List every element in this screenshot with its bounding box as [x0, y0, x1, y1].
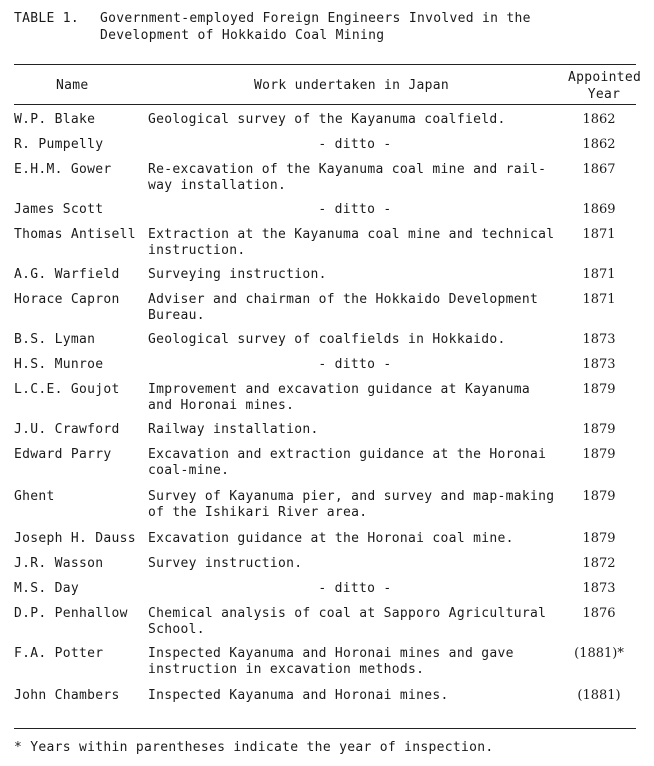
table-row: [14, 162, 636, 202]
table-row: [14, 227, 636, 267]
appointed-year: 1869: [582, 202, 616, 217]
engineer-name: B.S. Lyman: [14, 332, 96, 347]
header-rule: [14, 104, 636, 105]
table-row: [14, 292, 636, 332]
engineer-name: J.R. Wasson: [14, 556, 104, 571]
table-row: [14, 382, 636, 422]
table-row: [14, 112, 636, 137]
appointed-year: 1871: [582, 292, 616, 307]
work-description: Railway installation.: [148, 422, 319, 437]
engineer-name: James Scott: [14, 202, 104, 217]
table-row: [14, 357, 636, 382]
appointed-year: 1867: [582, 162, 616, 177]
engineer-name: J.U. Crawford: [14, 422, 120, 437]
engineer-name: Joseph H. Dauss: [14, 531, 136, 546]
table-row: [14, 606, 636, 646]
header-year-line-2: Year: [587, 87, 621, 102]
work-description: Surveying instruction.: [148, 267, 327, 282]
appointed-year: 1876: [582, 606, 616, 621]
engineer-name: H.S. Munroe: [14, 357, 104, 372]
table-row: [14, 332, 636, 357]
appointed-year: 1879: [582, 422, 616, 437]
table-title-line-1: Government-employed Foreign Engineers Involved in the: [100, 11, 531, 26]
appointed-year: 1872: [582, 556, 616, 571]
work-description: Excavation and extraction guidance at the Horonai coal-mine.: [148, 447, 547, 478]
work-description: Chemical analysis of coal at Sapporo Agricultural School.: [148, 606, 547, 637]
engineer-name: L.C.E. Goujot: [14, 382, 120, 397]
work-description: - ditto -: [318, 581, 392, 596]
header-work: Work undertaken in Japan: [254, 78, 450, 93]
work-description: Survey instruction.: [148, 556, 303, 571]
table-row: [14, 422, 636, 447]
work-description: - ditto -: [318, 137, 392, 152]
engineer-name: F.A. Potter: [14, 646, 104, 661]
header-name: Name: [56, 78, 89, 93]
appointed-year: 1879: [582, 489, 616, 504]
table-row: [14, 646, 636, 688]
appointed-year: (1881): [577, 688, 621, 703]
appointed-year: 1879: [582, 447, 616, 462]
work-description: - ditto -: [318, 202, 392, 217]
engineer-name: A.G. Warfield: [14, 267, 120, 282]
work-description: Adviser and chairman of the Hokkaido Development Bureau.: [148, 292, 539, 323]
table-row: [14, 688, 636, 713]
appointed-year: (1881)*: [574, 646, 624, 661]
engineer-name: D.P. Penhallow: [14, 606, 128, 621]
table-row: [14, 447, 636, 489]
table-label: TABLE 1.: [14, 11, 80, 26]
work-description: Excavation guidance at the Horonai coal mine.: [148, 531, 514, 546]
table-title-line-2: Development of Hokkaido Coal Mining: [100, 28, 385, 43]
engineer-name: Horace Capron: [14, 292, 120, 307]
table-row: [14, 581, 636, 606]
appointed-year: 1873: [582, 581, 616, 596]
header-year: [568, 69, 640, 103]
work-description: Inspected Kayanuma and Horonai mines.: [148, 688, 449, 703]
top-rule: [14, 64, 636, 65]
appointed-year: 1862: [582, 112, 616, 127]
appointed-year: 1873: [582, 357, 616, 372]
engineer-name: R. Pumpelly: [14, 137, 104, 152]
work-description: Extraction at the Kayanuma coal mine and technical instruction.: [148, 227, 555, 258]
table-row: [14, 137, 636, 162]
table-row: [14, 489, 636, 531]
appointed-year: 1871: [582, 267, 616, 282]
appointed-year: 1873: [582, 332, 616, 347]
table-caption: [14, 10, 531, 44]
engineers-table: [14, 112, 636, 713]
table-row: [14, 202, 636, 227]
table-row: [14, 267, 636, 292]
work-description: Re-excavation of the Kayanuma coal mine and rail-way installation.: [148, 162, 547, 193]
appointed-year: 1879: [582, 382, 616, 397]
work-description: Inspected Kayanuma and Horonai mines and gave instruction in excavation methods.: [148, 646, 514, 677]
engineer-name: M.S. Day: [14, 581, 80, 596]
engineer-name: W.P. Blake: [14, 112, 96, 127]
footnote: * Years within parentheses indicate the year of inspection.: [14, 740, 494, 755]
engineer-name: Ghent: [14, 489, 55, 504]
work-description: Geological survey of the Kayanuma coalfield.: [148, 112, 506, 127]
appointed-year: 1862: [582, 137, 616, 152]
appointed-year: 1871: [582, 227, 616, 242]
header-year-line-1: Appointed: [568, 70, 642, 85]
work-description: - ditto -: [318, 357, 392, 372]
engineer-name: Edward Parry: [14, 447, 112, 462]
engineer-name: John Chambers: [14, 688, 120, 703]
appointed-year: 1879: [582, 531, 616, 546]
work-description: Geological survey of coalfields in Hokkaido.: [148, 332, 506, 347]
engineer-name: Thomas Antisell: [14, 227, 136, 242]
table-row: [14, 531, 636, 556]
bottom-rule: [14, 728, 636, 729]
work-description: Improvement and excavation guidance at Kayanuma and Horonai mines.: [148, 382, 530, 413]
table-row: [14, 556, 636, 581]
work-description: Survey of Kayanuma pier, and survey and map-making of the Ishikari River area.: [148, 489, 555, 520]
engineer-name: E.H.M. Gower: [14, 162, 112, 177]
